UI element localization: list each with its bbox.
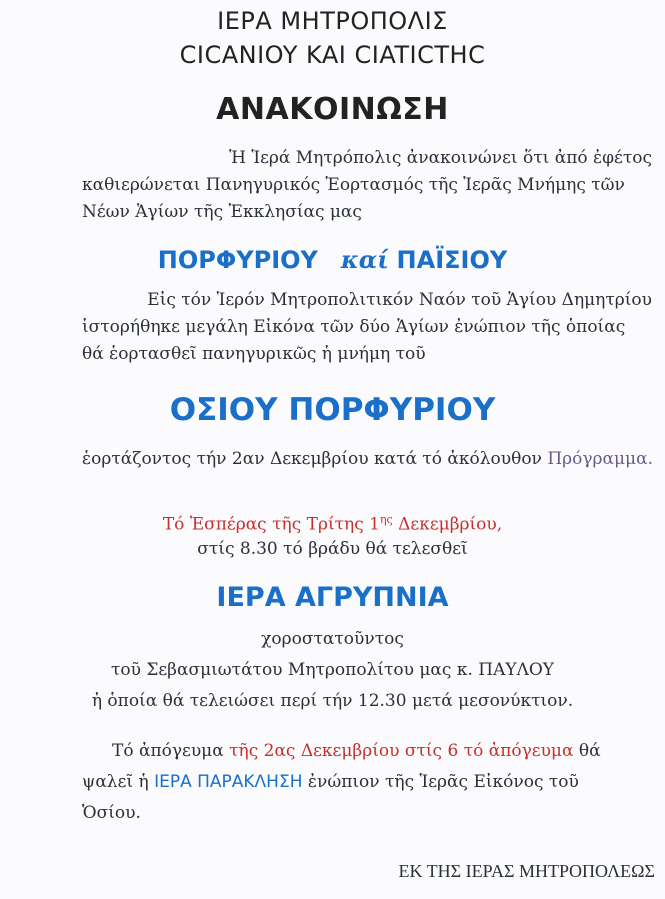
evening-line-1 [0, 507, 665, 538]
header-line-2: CICANIOY KAI CIATICTHC [179, 41, 486, 69]
afternoon-line-2 [82, 769, 662, 795]
saint-name-2: ΠΑΪΣΙΟΥ [396, 246, 508, 274]
para1-line2: καθιερώνεται Πανηγυρικός Ἑορτασμός τῆς Ἱερᾶς Μνήμης τῶν [82, 175, 625, 195]
para2-line2: ἱστορήθηκε μεγάλη Εἰκόνα τῶν δύο Ἁγίων ἐνώπιον τῆς ὁποίας [82, 317, 626, 337]
saints-heading [0, 243, 665, 277]
vigil-heading: ΙΕΡΑ ΑΓΡΥΠΝΙΑ [216, 582, 449, 613]
page-title: ΑΝΑΚΟΙΝΩΣΗ [216, 92, 449, 127]
vigil-line-3: ἡ ὁποία θά τελειώσει περί τήν 12.30 μετά μεσονύκτιον. [91, 691, 574, 711]
evening-suffix: Δεκεμβρίου, [398, 514, 503, 535]
afternoon-line-1 [112, 738, 652, 764]
evening-sup: ης [379, 513, 393, 526]
afternoon-red: τῆς 2ας Δεκεμβρίου στίς 6 τό ἀπόγευμα [229, 741, 574, 761]
evening-prefix: Τό Ἑσπέρας τῆς Τρίτης 1 [162, 514, 380, 535]
signature: ΕΚ ΤΗΣ ΙΕΡΑΣ ΜΗΤΡΟΠΟΛΕΩΣ [398, 861, 655, 881]
program-word: Πρόγραμμα. [547, 449, 653, 469]
paraklisi-title: ΙΕΡΑ ΠΑΡΑΚΛΗΣΗ [154, 772, 303, 792]
para2-line3: θά ἑορτασθεῖ πανηγυρικῶς ἡ μνήμη τοῦ [82, 344, 426, 364]
feast-text: ἑορτάζοντος τήν 2αν Δεκεμβρίου κατά τό ἀκόλουθον [82, 449, 542, 469]
afternoon-suffix: θά [578, 741, 601, 761]
evening-line-2: στίς 8.30 τό βράδυ θά τελεσθεῖ [197, 539, 468, 559]
para2-line1: Εἰς τόν Ἱερόν Μητροπολιτικόν Ναόν τοῦ Ἁγίου Δημητρίου [147, 290, 652, 310]
afternoon-line2c: ἐνώπιον τῆς Ἱερᾶς Εἰκόνος τοῦ [307, 772, 579, 792]
saints-conjunction: καί [340, 245, 389, 274]
para1-line3: Νέων Ἁγίων τῆς Ἐκκλησίας μας [82, 202, 362, 222]
afternoon-line-3: Ὁσίου. [82, 803, 141, 823]
saint-name-1: ΠΟΡΦΥΡΙΟΥ [157, 246, 318, 274]
afternoon-line2a: ψαλεῖ ἡ [82, 772, 149, 792]
header-line-1: ΙΕΡΑ ΜΗΤΡΟΠΟΛΙΣ [217, 7, 448, 35]
saint-big-heading: ΟΣΙΟΥ ΠΟΡΦΥΡΙΟΥ [169, 392, 496, 428]
vigil-line-1: χοροστατοῦντος [261, 629, 404, 649]
afternoon-prefix: Τό ἀπόγευμα [112, 741, 224, 761]
feast-line [82, 446, 662, 472]
vigil-line-2: τοῦ Σεβασμιωτάτου Μητροπολίτου μας κ. ΠΑΥΛΟΥ [110, 660, 555, 680]
para1-line1: Ἡ Ἱερά Μητρόπολις ἀνακοινώνει ὅτι ἀπό ἐφέτος [229, 148, 652, 168]
